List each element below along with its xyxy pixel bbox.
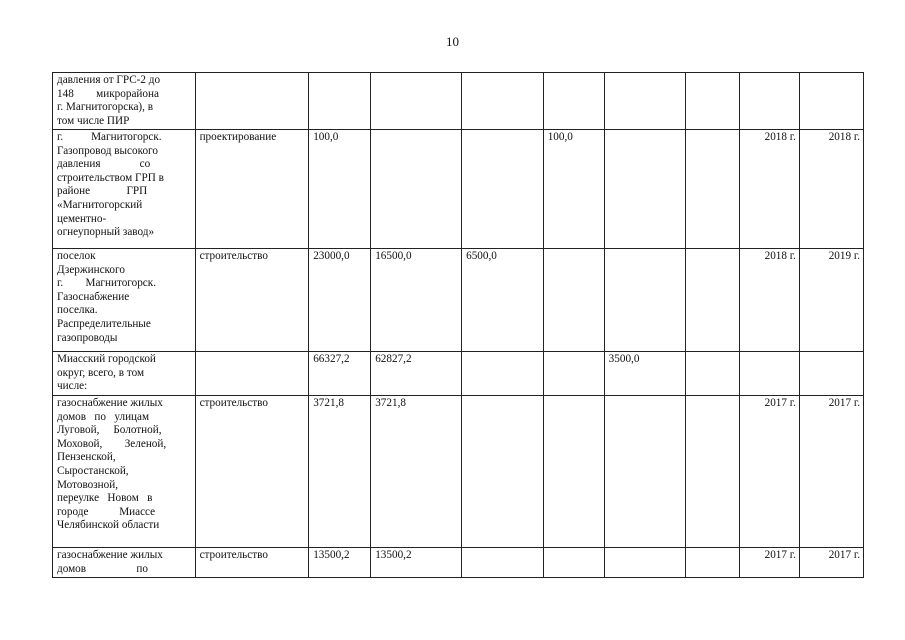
- amount-col5-cell: [462, 130, 544, 249]
- amount-col7-cell: [604, 73, 686, 130]
- work-type-cell: [195, 73, 309, 130]
- object-name-cell: [53, 352, 196, 396]
- amount-col5-cell: 6500,0: [462, 249, 544, 352]
- object-name-line: домов по: [57, 562, 148, 575]
- object-name-line: давления со: [57, 158, 151, 171]
- page-number: 10: [446, 34, 459, 49]
- object-name-line: г. Магнитогорска), в: [57, 101, 154, 114]
- start-year-cell: 2017 г.: [739, 396, 799, 548]
- object-name-cell: [53, 130, 196, 249]
- table-row: [53, 73, 864, 130]
- object-name-line: Луговой, Болотной,: [57, 424, 162, 437]
- table-row: [53, 396, 864, 548]
- amount-col6-cell: [543, 396, 604, 548]
- amount-col4-cell: 62827,2: [371, 352, 462, 396]
- total-amount-cell: 13500,2: [309, 548, 371, 578]
- object-name-line: переулке Новом в: [57, 492, 153, 505]
- object-name-line: газопроводы: [57, 331, 118, 344]
- amount-col5-cell: [462, 396, 544, 548]
- amount-col5-cell: [462, 73, 544, 130]
- object-name-line: поселок: [57, 250, 96, 262]
- end-year-cell: 2018 г.: [799, 130, 863, 249]
- start-year-cell: 2018 г.: [739, 249, 799, 352]
- amount-col6-cell: [543, 73, 604, 130]
- amount-col6-cell: [543, 249, 604, 352]
- end-year-cell: 2017 г.: [799, 396, 863, 548]
- table-row: [53, 352, 864, 396]
- object-name-cell: [53, 249, 196, 352]
- total-amount-cell: 23000,0: [309, 249, 371, 352]
- object-name-line: Миасский городской: [57, 353, 156, 365]
- object-name-cell: [53, 73, 196, 130]
- total-amount-cell: 66327,2: [309, 352, 371, 396]
- amount-col8-cell: [686, 352, 740, 396]
- object-name-line: 148 микрорайона: [57, 87, 159, 100]
- amount-col7-cell: [604, 396, 686, 548]
- object-name-line: Челябинской области: [57, 519, 160, 532]
- amount-col4-cell: [371, 130, 462, 249]
- amount-col6-cell: [543, 548, 604, 578]
- object-name-line: Газоснабжение: [57, 290, 130, 303]
- object-name-line: домов по улицам: [57, 410, 150, 423]
- object-name-line: Мотовозной,: [57, 478, 119, 491]
- amount-col7-cell: [604, 249, 686, 352]
- amount-col8-cell: [686, 73, 740, 130]
- object-name-line: Дзержинского: [57, 263, 125, 276]
- object-name-line: газоснабжение жилых: [57, 549, 163, 561]
- object-name-line: газоснабжение жилых: [57, 397, 163, 409]
- amount-col5-cell: [462, 548, 544, 578]
- amount-col4-cell: 3721,8: [371, 396, 462, 548]
- amount-col4-cell: 16500,0: [371, 249, 462, 352]
- object-name-line: числе:: [57, 380, 88, 393]
- object-name-line: Пензенской,: [57, 451, 116, 464]
- object-name-cell: [53, 548, 196, 578]
- end-year-cell: 2019 г.: [799, 249, 863, 352]
- total-amount-cell: 100,0: [309, 130, 371, 249]
- total-amount-cell: [309, 73, 371, 130]
- object-name-line: Распределительные: [57, 317, 151, 330]
- object-name-line: «Магнитогорский: [57, 198, 143, 211]
- amount-col8-cell: [686, 396, 740, 548]
- end-year-cell: 2017 г.: [799, 548, 863, 578]
- object-name-line: давления от ГРС-2 до: [57, 74, 161, 86]
- table-row: [53, 249, 864, 352]
- object-name-line: Моховой, Зеленой,: [57, 437, 167, 450]
- work-type-cell: [195, 352, 309, 396]
- object-name-line: городе Миассе: [57, 505, 156, 518]
- amount-col7-cell: [604, 130, 686, 249]
- work-type-cell: строительство: [195, 249, 309, 352]
- end-year-cell: [799, 73, 863, 130]
- start-year-cell: 2017 г.: [739, 548, 799, 578]
- work-type-cell: строительство: [195, 548, 309, 578]
- amount-col7-cell: [604, 548, 686, 578]
- object-name-line: цементно-: [57, 212, 107, 225]
- work-type-cell: строительство: [195, 396, 309, 548]
- investment-table: [52, 72, 864, 578]
- table-row: [53, 130, 864, 249]
- start-year-cell: 2018 г.: [739, 130, 799, 249]
- object-name-line: том числе ПИР: [57, 114, 130, 127]
- start-year-cell: [739, 352, 799, 396]
- work-type-cell: проектирование: [195, 130, 309, 249]
- object-name-line: строительством ГРП в: [57, 171, 164, 184]
- object-name-line: округ, всего, в том: [57, 366, 145, 379]
- object-name-line: Сыростанской,: [57, 464, 129, 477]
- table-row: [53, 548, 864, 578]
- object-name-line: г. Магнитогорск.: [57, 277, 157, 290]
- total-amount-cell: 3721,8: [309, 396, 371, 548]
- end-year-cell: [799, 352, 863, 396]
- amount-col7-cell: 3500,0: [604, 352, 686, 396]
- amount-col5-cell: [462, 352, 544, 396]
- amount-col4-cell: [371, 73, 462, 130]
- object-name-line: районе ГРП: [57, 185, 148, 198]
- amount-col8-cell: [686, 130, 740, 249]
- object-name-line: поселка.: [57, 304, 98, 317]
- amount-col8-cell: [686, 249, 740, 352]
- amount-col6-cell: 100,0: [543, 130, 604, 249]
- amount-col4-cell: 13500,2: [371, 548, 462, 578]
- object-name-line: г. Магнитогорск.: [57, 131, 162, 143]
- object-name-cell: [53, 396, 196, 548]
- amount-col6-cell: [543, 352, 604, 396]
- amount-col8-cell: [686, 548, 740, 578]
- start-year-cell: [739, 73, 799, 130]
- object-name-line: Газопровод высокого: [57, 144, 158, 157]
- object-name-line: огнеупорный завод»: [57, 226, 155, 239]
